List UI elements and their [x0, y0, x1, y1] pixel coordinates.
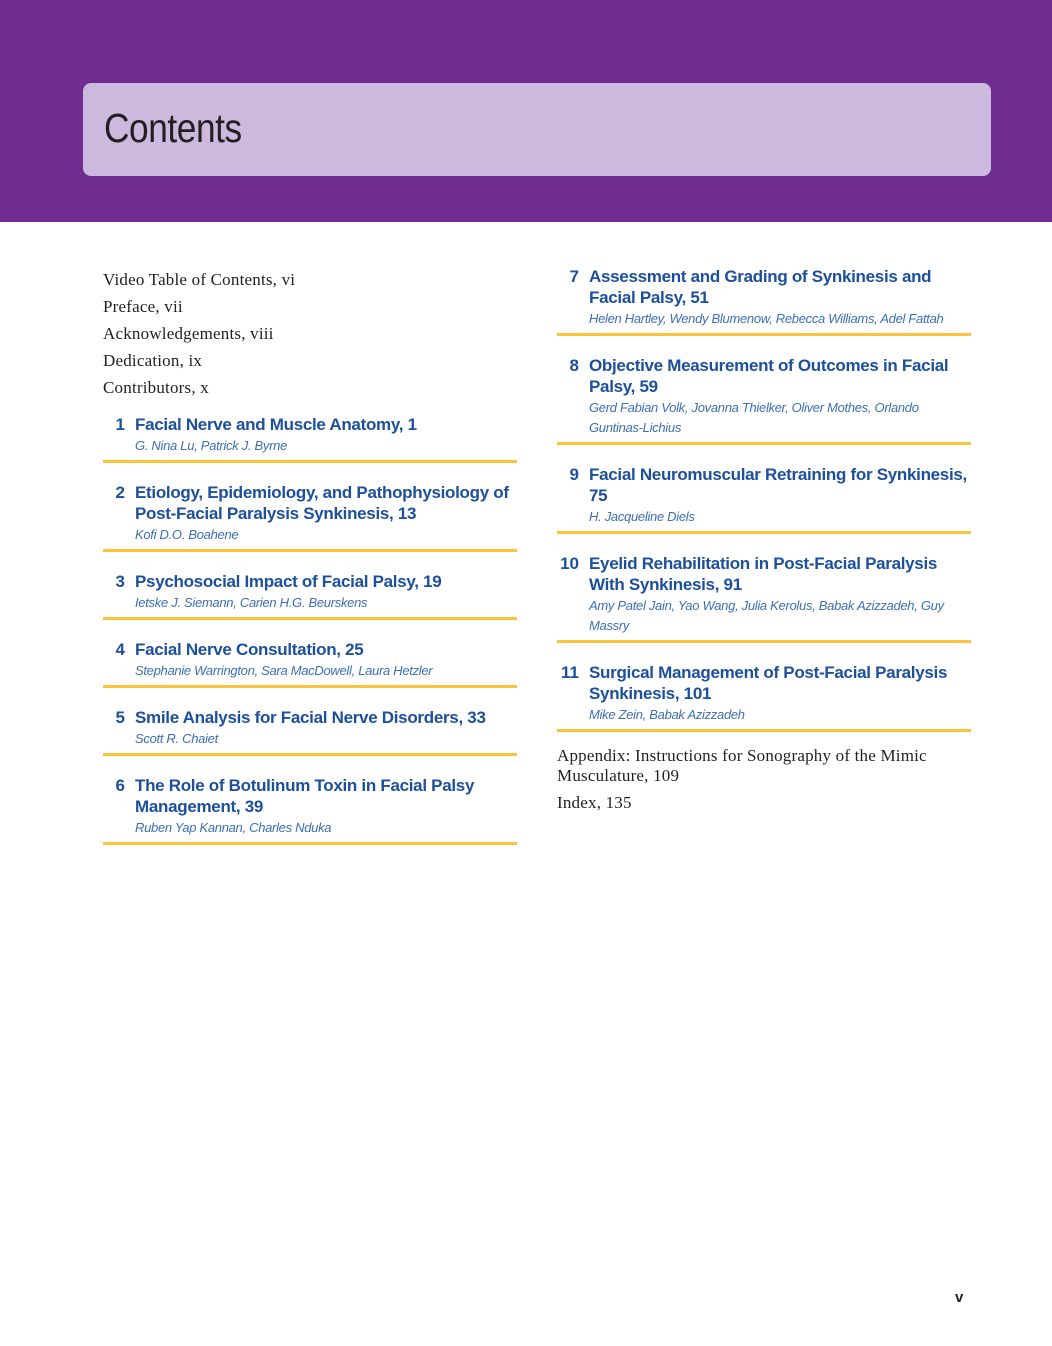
header-band: [0, 0, 1052, 222]
chapter-title[interactable]: Smile Analysis for Facial Nerve Disorders, 33: [135, 708, 486, 727]
front-matter-item[interactable]: Preface, vii: [103, 297, 183, 316]
chapter-number: 8: [569, 356, 579, 375]
left-column: [103, 266, 517, 845]
chapter-entry[interactable]: [557, 464, 971, 534]
chapter-entry[interactable]: [103, 414, 517, 463]
chapter-entry[interactable]: [557, 553, 971, 643]
chapter-number: 11: [561, 663, 579, 682]
chapter-authors: Scott R. Chaiet: [135, 731, 218, 746]
chapter-number: 4: [115, 640, 125, 659]
chapter-number: 10: [560, 554, 579, 573]
chapter-entry[interactable]: [557, 355, 971, 445]
chapter-authors: G. Nina Lu, Patrick J. Byrne: [135, 438, 287, 453]
chapter-authors: Mike Zein, Babak Azizzadeh: [589, 707, 745, 722]
page-number: v: [955, 1289, 964, 1306]
chapter-number: 2: [115, 483, 125, 502]
chapter-entry[interactable]: [103, 571, 517, 620]
chapter-number: 6: [115, 776, 125, 795]
chapter-authors: Stephanie Warrington, Sara MacDowell, Laura Hetzler: [135, 663, 433, 678]
front-matter-item[interactable]: Video Table of Contents, vi: [103, 270, 296, 289]
chapter-number: 1: [115, 415, 125, 434]
chapter-authors: Ietske J. Siemann, Carien H.G. Beurskens: [135, 595, 368, 610]
chapter-title[interactable]: Eyelid Rehabilitation in Post-Facial Paralysis With Synkinesis, 91: [589, 554, 938, 594]
chapter-title[interactable]: The Role of Botulinum Toxin in Facial Palsy Management, 39: [135, 776, 475, 816]
chapter-title[interactable]: Objective Measurement of Outcomes in Facial Palsy, 59: [589, 356, 949, 396]
chapter-title[interactable]: Facial Neuromuscular Retraining for Synkinesis, 75: [589, 465, 967, 505]
chapter-authors: Amy Patel Jain, Yao Wang, Julia Kerolus, Babak Azizzadeh, Guy Massry: [589, 598, 944, 633]
back-matter-item[interactable]: Index, 135: [557, 793, 632, 812]
chapter-title[interactable]: Facial Nerve and Muscle Anatomy, 1: [135, 415, 417, 434]
back-matter: [557, 746, 971, 813]
chapter-entry[interactable]: [557, 266, 971, 336]
chapter-authors: Ruben Yap Kannan, Charles Nduka: [135, 820, 332, 835]
front-matter-item[interactable]: Acknowledgements, viii: [103, 324, 274, 343]
title-box: [83, 83, 991, 176]
front-matter-item[interactable]: Contributors, x: [103, 378, 209, 397]
chapter-authors: Helen Hartley, Wendy Blumenow, Rebecca Williams, Adel Fattah: [589, 311, 944, 326]
chapter-entry[interactable]: [103, 639, 517, 688]
chapter-number: 3: [115, 572, 125, 591]
chapter-entry[interactable]: [103, 482, 517, 552]
chapter-number: 7: [569, 267, 579, 286]
front-matter-list: [103, 266, 517, 401]
front-matter-item[interactable]: Dedication, ix: [103, 351, 203, 370]
chapter-title[interactable]: Assessment and Grading of Synkinesis and Facial Palsy, 51: [589, 267, 932, 307]
chapter-title[interactable]: Facial Nerve Consultation, 25: [135, 640, 364, 659]
chapter-title[interactable]: Etiology, Epidemiology, and Pathophysiology of Post-Facial Paralysis Synkinesis, 13: [135, 483, 509, 523]
chapter-entry[interactable]: [557, 662, 971, 732]
chapter-entry[interactable]: [103, 775, 517, 845]
chapter-title[interactable]: Psychosocial Impact of Facial Palsy, 19: [135, 572, 442, 591]
chapter-number: 9: [569, 465, 579, 484]
back-matter-item[interactable]: Appendix: Instructions for Sonography of the Mimic Musculature, 109: [557, 746, 927, 785]
page-title: Contents: [104, 105, 242, 151]
chapter-authors: Kofi D.O. Boahene: [135, 527, 239, 542]
right-column: [557, 266, 971, 820]
chapter-number: 5: [115, 708, 125, 727]
chapter-title[interactable]: Surgical Management of Post-Facial Paralysis Synkinesis, 101: [589, 663, 948, 703]
chapter-authors: Gerd Fabian Volk, Jovanna Thielker, Oliver Mothes, Orlando Guntinas-Lichius: [589, 400, 919, 435]
chapter-authors: H. Jacqueline Diels: [589, 509, 695, 524]
chapter-entry[interactable]: [103, 707, 517, 756]
